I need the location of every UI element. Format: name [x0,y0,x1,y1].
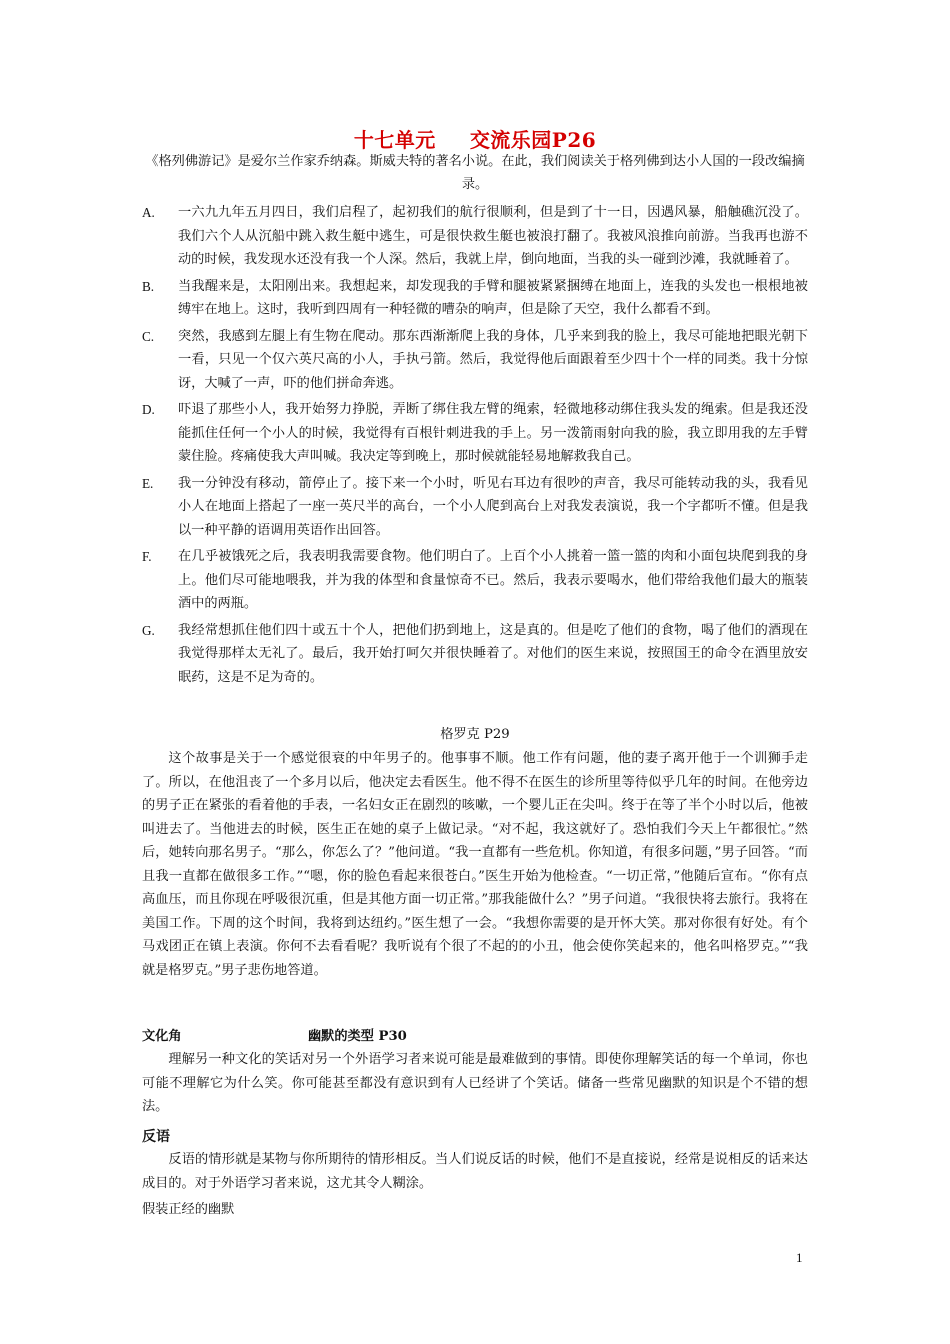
list-item [142,619,808,690]
story-title: 格罗克 P29 [440,727,510,742]
item-label: E. [142,475,154,491]
item-label: D. [142,402,155,417]
unit-title-left: 十七单元 [353,128,436,152]
story-paragraph: 这个故事是关于一个感觉很衰的中年男子的。他事事不顺。他工作有问题，他的妻子离开他于一个训狮手走了。所以，在他沮丧了一个多月以后，他决定去看医生。他不得不在医生的诊所里等待似乎几年的时间。在他旁边的男子正在紧张的看着他的手表，一名妇女正在剧烈的咳嗽，一个婴儿正在尖叫。终于在等了半个小时以后，他被叫进去了。当他进去的时候，医生正在她的桌子上做记录。“对不起，我这就好了。恐怕我们今天上午都很忙。”然后，她转向那名男子。“那么，你怎么了？”他问道。“我一直都有一些危机。你知道，有很多问题，”男子回答。“而且我一直都在做很多工作。”“嗯，你的脸色看起来很苍白。”医生开始为他检查。“一切正常，”他随后宣布。“你有点高血压，而且你现在呼吸很沉重，但是其他方面一切正常。”那我能做什么？”男子问道。“我很快将去旅行。我将在美国工作。下周的这个时间，我将到达纽约。”医生想了一会。“我想你需要的是开怀大笑。那对你很有好处。有个马戏团正在镇上表演。你何不去看看呢？我听说有个很了不起的的小丑，他会使你笑起来的，他名叫格罗克。”“我就是格罗克。”男子悲伤地答道。 [142,751,808,978]
item-text: 我一分钟没有移动，箭停止了。接下来一个小时，听见右耳边有很吵的声音，我尽可能转动我的头，我看见小人在地面上搭起了一座一英尺半的高台，一个小人爬到高台上对我发表演说，我一个字都听不懂。但是我以一种平静的语调用英语作出回答。 [178,475,808,538]
item-label: A. [142,205,155,220]
item-text: 吓退了那些小人，我开始努力挣脱，弄断了绑住我左臂的绳索，轻微地移动绑住我头发的绳索。但是我还没能抓住任何一个小人的时候，我觉得有百根针刺进我的手上。另一泼箭雨射向我的脸，我立即用我的左手臂蒙住脸。疼痛使我大声叫喊。我决定等到晚上，那时候就能轻易地解救我自己。 [178,402,808,464]
item-label: B. [142,278,155,294]
item-text: 当我醒来是，太阳刚出来。我想起来，却发现我的手臂和腿被紧紧捆缚在地面上，连我的头发也一根根地被缚牢在地上。这时，我听到四周有一种轻微的嘈杂的响声，但是除了天空，我什么都看不到。 [178,278,808,317]
list-item [142,472,808,543]
culture-corner-label: 文化角 [142,1029,182,1044]
item-label: C. [142,328,155,344]
excerpt-list [142,201,808,692]
culture-corner-title: 幽默的类型 P30 [308,1029,407,1044]
page-number: 1 [796,1250,803,1265]
list-item [142,398,808,469]
list-item [142,325,808,396]
deadpan-heading: 假装正经的幽默 [142,1202,235,1217]
item-label: G. [142,622,155,638]
unit-title-right: 交流乐园P26 [469,128,597,152]
item-text: 在几乎被饿死之后，我表明我需要食物。他们明白了。上百个小人挑着一篮一篮的肉和小面包块爬到我的身上。他们尽可能地喂我，并为我的体型和食量惊奇不已。然后，我表示要喝水，他们带给我他们最大的瓶装酒中的两瓶。 [178,549,808,611]
item-text: 我经常想抓住他们四十或五十个人，把他们扔到地上，这是真的。但是吃了他们的食物，喝了他们的酒现在我觉得那样太无礼了。最后，我开始打呵欠并很快睡着了。对他们的医生来说，按照国王的命令在酒里放安眠药，这是不足为奇的。 [178,622,808,685]
list-item [142,275,808,322]
list-item [142,201,808,272]
culture-corner-heading [142,1025,808,1044]
item-label: F. [142,549,152,564]
list-item [142,545,808,616]
item-text: 一六九九年五月四日，我们启程了，起初我们的航行很顺利，但是到了十一日，因遇风暴，船触礁沉没了。我们六个人从沉船中跳入救生艇中逃生，可是很快救生艇也被浪打翻了。我被风浪推向前游。当我再也游不动的时候，我发现水还没有我一个人深。然后，我就上岸，倒向地面，当我的头一碰到沙滩，我就睡着了。 [178,205,808,267]
irony-paragraph: 反语的情形就是某物与你所期待的情形相反。当人们说反话的时候，他们不是直接说，经常是说相反的话来达成目的。对于外语学习者来说，这尤其令人糊涂。 [142,1152,808,1191]
unit-title [0,124,950,153]
item-text: 突然，我感到左腿上有生物在爬动。那东西渐渐爬上我的身体，几乎来到我的脸上，我尽可能地把眼光朝下一看，只见一个仅六英尺高的小人，手执弓箭。然后，我觉得他后面跟着至少四十个一样的同类。我十分惊讶，大喊了一声，吓的他们拼命奔逃。 [178,328,808,391]
intro-paragraph: 《格列佛游记》是爱尔兰作家乔纳森。斯威夫特的著名小说。在此，我们阅读关于格列佛到达小人国的一段改编摘录。 [145,154,805,192]
irony-heading: 反语 [142,1129,170,1145]
culture-paragraph: 理解另一种文化的笑话对另一个外语学习者来说可能是最难做到的事情。即使你理解笑话的每一个单词，你也可能不理解它为什么笑。你可能甚至都没有意识到有人已经讲了个笑话。储备一些常见幽默的知识是个不错的想法。 [142,1052,808,1114]
